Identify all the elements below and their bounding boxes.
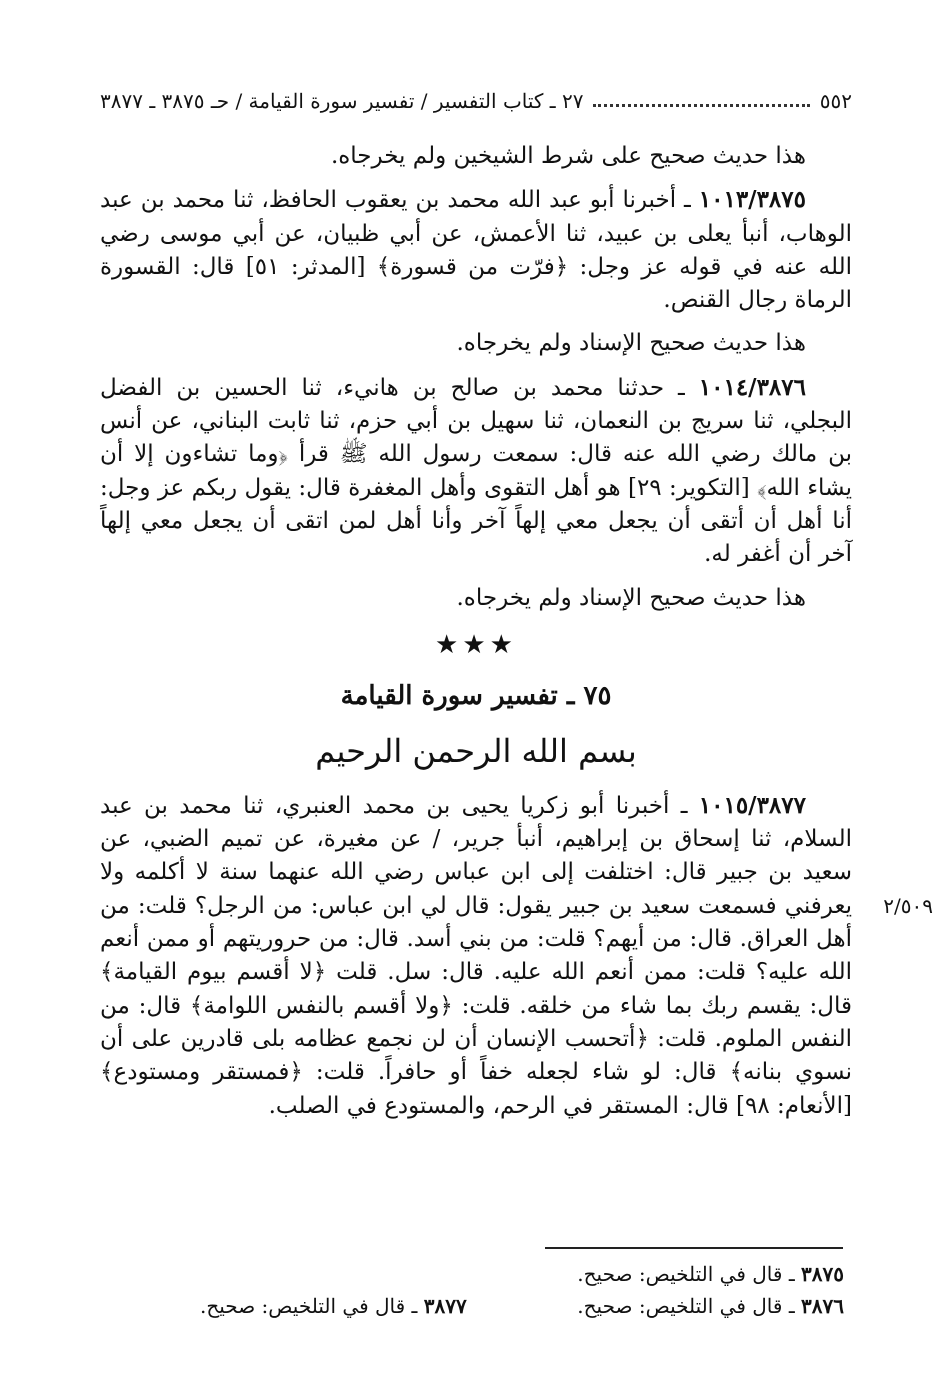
footnote-text: ـ قال في التلخيص: صحيح. bbox=[577, 1294, 802, 1318]
verdict-3876: هذا حديث صحيح الإسناد ولم يخرجاه. bbox=[456, 584, 806, 611]
footnote-text: ـ قال في التلخيص: صحيح. bbox=[200, 1294, 424, 1318]
hadith-text: ـ حدثنا محمد بن صالح بن هانيء، ثنا الحسين بن الفضل البجلي، ثنا سريج بن النعمان، ثنا سهيل بن أبي حزم، ثنا ثابت البناني، عن أنس بن مالك رضي الله عنه قال: سمعت رسول الله ﷺ قرأ ﴿وما تشاءون إلا أن يشاء الله﴾ [التكوير: ٢٩] هو أهل التقوى وأهل المغفرة قال: يقول ربكم عز وجل: أنا أهل أن أتقى أن يجعل معي إلهاً آخر وأنا أهل لمن اتقى أن يجعل معي إلهاً آخر أن أغفر له. bbox=[100, 374, 852, 568]
hadith-number: ١٠١٥/٣٨٧٧ bbox=[698, 791, 806, 819]
footnote-rule bbox=[545, 1247, 843, 1249]
hadith-3877 bbox=[100, 789, 852, 1123]
footnote-number: ٣٨٧٦ bbox=[801, 1294, 844, 1318]
page-number: ٥٥٢ bbox=[819, 89, 852, 113]
footnote-number: ٣٨٧٧ bbox=[423, 1294, 467, 1318]
basmala: بسم الله الرحمن الرحيم bbox=[315, 731, 637, 770]
hadith-number: ١٠١٣/٣٨٧٥ bbox=[698, 186, 806, 214]
verdict-3875: هذا حديث صحيح الإسناد ولم يخرجاه. bbox=[456, 330, 806, 357]
footnote-text: ـ قال في التلخيص: صحيح. bbox=[577, 1262, 802, 1286]
hadith-text: ـ أخبرنا أبو عبد الله محمد بن يعقوب الحافظ، ثنا محمد بن عبد الوهاب، أنبأ يعلى بن عبيد، ثنا الأعمش، عن أبي ظبيان، عن أبي موسى رضي الله عنه في قوله عز وجل: ﴿فرّت من قسورة﴾ [المدثر: ٥١] قال: القسورة الرماة رجال القنص. bbox=[100, 187, 852, 314]
verdict-3874: هذا حديث صحيح على شرط الشيخين ولم يخرجاه. bbox=[330, 143, 806, 169]
footnote-3877 bbox=[200, 1290, 467, 1322]
running-head bbox=[100, 84, 852, 118]
hadith-3876 bbox=[100, 371, 852, 572]
running-head-title: ٢٧ ـ كتاب التفسير / تفسير سورة القيامة / حـ ٣٨٧٥ ـ ٣٨٧٧ bbox=[100, 89, 584, 113]
hadith-text: ـ أخبرنا أبو زكريا يحيى بن محمد العنبري، ثنا محمد بن عبد السلام، ثنا إسحاق بن إبراهيم، أنبأ جرير، / عن مغيرة، عن تميم الضبي، عن سعيد بن جبير قال: اختلفت إلى ابن عباس رضي الله عنهما سنة لا أكلمه ولا يعرفني فسمعت سعيد بن جبير يقول: قال لي ابن عباس: من الرجل؟ قلت: من أهل العراق. قال: من أيهم؟ قلت: من بني أسد. قال: من حروريتهم أو ممن أنعم الله عليه؟ قلت: ممن أنعم الله عليه. قال: سل. قلت ﴿لا أقسم بيوم القيامة﴾ قال: يقسم ربك بما شاء من خلقه. قلت: ﴿ولا أقسم بالنفس اللوامة﴾ قال: من النفس الملوم. قلت: ﴿أتحسب الإنسان أن لن نجمع عظامه بلى قادرين على أن نسوي بنانه﴾ قال: لو شاء لجعله خفاً أو حافراً. قلت: ﴿فمستقر ومستودع﴾ [الأنعام: ٩٨] قال: المستقر في الرحم، والمستودع في الصلب. bbox=[100, 792, 852, 1119]
section-title: ٧٥ ـ تفسير سورة القيامة bbox=[340, 680, 612, 711]
footnote-3876 bbox=[577, 1290, 844, 1322]
hadith-number: ١٠١٤/٣٨٧٦ bbox=[698, 373, 806, 401]
hadith-3875 bbox=[100, 183, 852, 317]
main-text bbox=[100, 140, 852, 1133]
footnote-number: ٣٨٧٥ bbox=[801, 1262, 844, 1286]
section-separator-stars: ★★★ bbox=[435, 629, 517, 660]
leader-dots bbox=[593, 104, 809, 107]
footnote-3875 bbox=[577, 1258, 844, 1290]
margin-volume-page-note: ٢/٥٠٩ bbox=[883, 894, 933, 918]
